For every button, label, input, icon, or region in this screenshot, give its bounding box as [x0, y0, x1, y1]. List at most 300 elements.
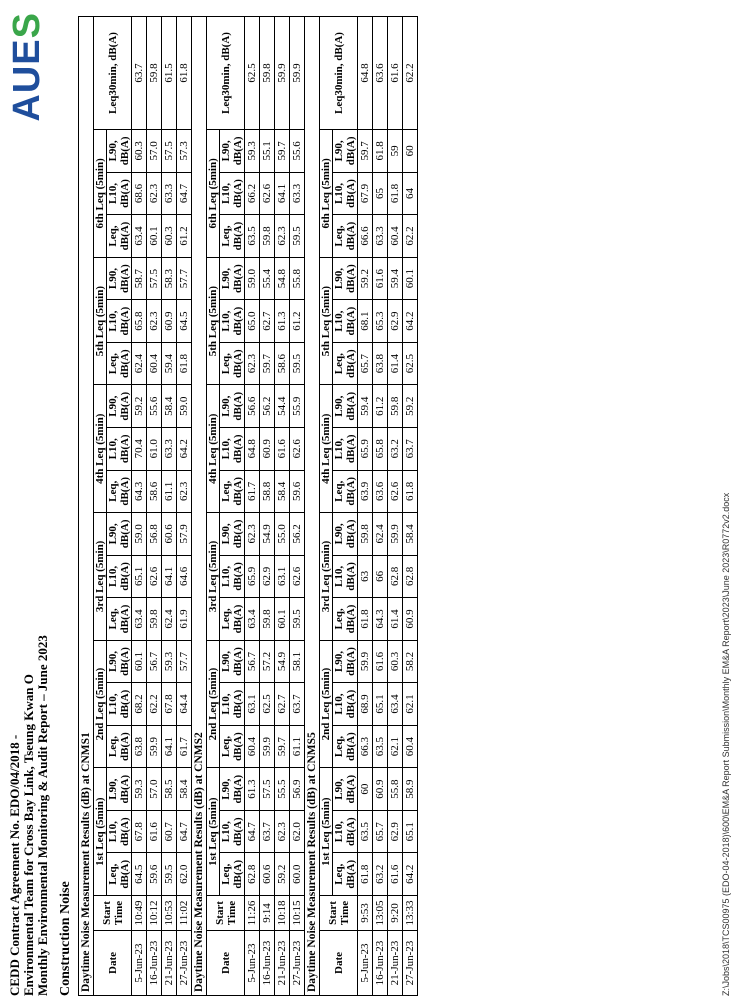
cell-date: 27-Jun-23: [177, 931, 192, 996]
column-subheader: [220, 810, 245, 853]
cell-value: 62.3: [147, 300, 162, 343]
cell-value: 57.2: [260, 640, 275, 683]
cell-date: 21-Jun-23: [162, 931, 177, 996]
cell-value: 56.6: [245, 385, 260, 428]
cell-value: 63.5: [373, 725, 388, 768]
cell-value: 61.0: [147, 427, 162, 470]
table-row: [358, 17, 373, 996]
column-subheader: [333, 683, 358, 726]
column-header-start-time: [320, 896, 358, 931]
cell-value: 62.2: [403, 17, 418, 130]
cell-value: 63.3: [373, 215, 388, 258]
column-header-leq5: 3rd Leq (5min): [320, 513, 333, 641]
cell-value: 64.8: [245, 427, 260, 470]
cell-start-time: 13:05: [373, 896, 388, 931]
cell-value: 64.2: [177, 427, 192, 470]
column-subheader: [220, 683, 245, 726]
subheader-unit: dB(A): [345, 179, 357, 208]
cell-value: 64.2: [403, 300, 418, 343]
cell-value: 61.2: [177, 215, 192, 258]
cell-value: 63.4: [132, 215, 147, 258]
cell-value: 61.8: [358, 853, 373, 896]
cell-value: 59.0: [245, 257, 260, 300]
cell-value: 61.3: [275, 300, 290, 343]
cell-date: 16-Jun-23: [373, 931, 388, 996]
cell-value: 61.6: [147, 810, 162, 853]
column-subheader: [107, 385, 132, 428]
column-subheader: [107, 257, 132, 300]
cell-value: 60.1: [147, 215, 162, 258]
cell-value: 65.1: [132, 555, 147, 598]
subheader-unit: dB(A): [345, 859, 357, 889]
aues-logo: AUES: [6, 12, 48, 122]
subheader-metric: L90,: [107, 268, 119, 290]
subheader-unit: dB(A): [232, 476, 244, 506]
column-subheader: [220, 427, 245, 470]
cell-value: 61.8: [358, 598, 373, 641]
cell-value: 63.4: [388, 683, 403, 726]
cell-start-time: 9:53: [358, 896, 373, 931]
subheader-metric: Leq,: [333, 608, 345, 630]
column-header-leq5: 3rd Leq (5min): [207, 513, 220, 641]
cell-value: 62.1: [388, 725, 403, 768]
time-label: Time: [112, 900, 125, 926]
subheader-unit: dB(A): [232, 732, 244, 761]
section-title: Construction Noise: [58, 881, 73, 996]
cell-value: 56.7: [147, 640, 162, 683]
cell-value: 65.9: [245, 555, 260, 598]
cell-value: 57.5: [162, 130, 177, 173]
column-subheader: [333, 300, 358, 343]
column-header-leq5: 5th Leq (5min): [320, 257, 333, 385]
document-header: [8, 635, 50, 996]
cell-value: 62.6: [290, 427, 305, 470]
column-header-leq5: 1st Leq (5min): [94, 768, 107, 896]
subheader-unit: dB(A): [232, 391, 244, 421]
subheader-metric: Leq,: [220, 353, 232, 375]
cell-value: 64.7: [177, 172, 192, 215]
column-subheader: [107, 853, 132, 896]
subheader-metric: L90,: [220, 140, 232, 162]
cell-value: 56.2: [260, 385, 275, 428]
subheader-unit: dB(A): [232, 817, 244, 847]
subheader-unit: dB(A): [345, 306, 357, 336]
subheader-unit: dB(A): [232, 434, 244, 464]
subheader-metric: L10,: [107, 565, 119, 587]
noise-tables: [78, 16, 418, 996]
column-header-leq5: 5th Leq (5min): [207, 257, 220, 385]
subheader-unit: dB(A): [345, 391, 357, 421]
cell-value: 60.4: [388, 215, 403, 258]
cell-value: 63.3: [162, 427, 177, 470]
subheader-metric: L10,: [220, 438, 232, 460]
cell-value: 57.7: [177, 640, 192, 683]
cell-start-time: 11:02: [177, 896, 192, 931]
header-line-2: Environmental Team for Cross Bay Link, Tseung Kwan O: [21, 674, 36, 996]
cell-value: 61.4: [388, 342, 403, 385]
cell-value: 62.1: [403, 683, 418, 726]
cell-value: 55.6: [290, 130, 305, 173]
table-caption: Daytime Noise Measurement Results (dB) at CNMS2: [192, 17, 207, 996]
column-subheader: [107, 470, 132, 513]
cell-value: 59.9: [290, 17, 305, 130]
subheader-unit: dB(A): [232, 306, 244, 336]
column-header-leq5: 1st Leq (5min): [320, 768, 333, 896]
cell-value: 62.2: [403, 215, 418, 258]
cell-start-time: 10:53: [162, 896, 177, 931]
cell-value: 59.5: [162, 853, 177, 896]
cell-value: 57.0: [147, 768, 162, 811]
table-row: [373, 17, 388, 996]
cell-value: 61.7: [177, 725, 192, 768]
subheader-unit: dB(A): [345, 774, 357, 804]
cell-value: 64.3: [132, 470, 147, 513]
cell-value: 64.1: [275, 172, 290, 215]
cell-value: 65.1: [373, 683, 388, 726]
table-row: [275, 17, 290, 996]
cell-value: 55.1: [260, 130, 275, 173]
subheader-metric: Leq,: [220, 736, 232, 758]
subheader-unit: dB(A): [232, 774, 244, 804]
column-subheader: [220, 555, 245, 598]
cell-value: 58.4: [162, 385, 177, 428]
cell-value: 60.3: [162, 215, 177, 258]
subheader-unit: dB(A): [119, 689, 131, 719]
cell-value: 60.9: [162, 300, 177, 343]
subheader-metric: Leq,: [333, 225, 345, 247]
cell-value: 62.3: [275, 810, 290, 853]
cell-value: 62.7: [275, 683, 290, 726]
table-row: [132, 17, 147, 996]
cell-start-time: 10:12: [147, 896, 162, 931]
cell-value: 60.4: [403, 725, 418, 768]
cell-value: 57.5: [260, 768, 275, 811]
cell-value: 65.0: [245, 300, 260, 343]
cell-value: 62.5: [260, 683, 275, 726]
time-label: Time: [338, 900, 351, 926]
cell-value: 62.4: [162, 598, 177, 641]
subheader-metric: L10,: [107, 438, 119, 460]
start-label: Start: [326, 901, 339, 925]
cell-value: 60: [358, 768, 373, 811]
cell-value: 62.5: [245, 17, 260, 130]
column-header-start-time: [94, 896, 132, 931]
cell-value: 57.5: [147, 257, 162, 300]
cell-value: 63.2: [388, 427, 403, 470]
subheader-unit: dB(A): [119, 859, 131, 889]
column-subheader: [333, 427, 358, 470]
column-subheader: [333, 725, 358, 768]
cell-value: 61.1: [290, 725, 305, 768]
cell-value: 63.6: [373, 17, 388, 130]
table-row: [245, 17, 260, 996]
column-header-date: Date: [207, 931, 245, 996]
subheader-metric: L90,: [220, 778, 232, 800]
column-subheader: [333, 470, 358, 513]
subheader-metric: L90,: [107, 140, 119, 162]
table-row: [162, 17, 177, 996]
cell-date: 27-Jun-23: [403, 931, 418, 996]
cell-value: 65.7: [373, 810, 388, 853]
column-subheader: [333, 555, 358, 598]
cell-value: 61.5: [162, 17, 177, 130]
subheader-metric: Leq,: [107, 736, 119, 758]
cell-value: 61.7: [245, 470, 260, 513]
cell-value: 60.4: [147, 342, 162, 385]
column-subheader: [107, 342, 132, 385]
subheader-unit: dB(A): [119, 306, 131, 336]
cell-value: 62.8: [403, 555, 418, 598]
cell-value: 61.6: [388, 17, 403, 130]
cell-value: 61.6: [275, 427, 290, 470]
subheader-metric: Leq,: [220, 480, 232, 502]
subheader-unit: dB(A): [119, 732, 131, 761]
cell-value: 61.2: [373, 385, 388, 428]
column-subheader: [220, 215, 245, 258]
column-subheader: [220, 300, 245, 343]
column-subheader: [220, 257, 245, 300]
column-header-leq5: 6th Leq (5min): [94, 130, 107, 258]
cell-value: 63.5: [245, 215, 260, 258]
cell-value: 65: [373, 172, 388, 215]
column-subheader: [220, 598, 245, 641]
cell-value: 59.7: [275, 130, 290, 173]
subheader-metric: Leq,: [107, 480, 119, 502]
cell-value: 58.1: [290, 640, 305, 683]
subheader-metric: L10,: [333, 565, 345, 587]
cell-value: 60.3: [132, 130, 147, 173]
cell-value: 60.9: [403, 598, 418, 641]
cell-value: 59.9: [260, 725, 275, 768]
cell-value: 68.6: [132, 172, 147, 215]
subheader-unit: dB(A): [232, 859, 244, 889]
cell-value: 63.4: [132, 598, 147, 641]
cell-value: 57.3: [177, 130, 192, 173]
cell-value: 61.6: [388, 853, 403, 896]
noise-results-table: [78, 16, 418, 996]
subheader-unit: dB(A): [232, 689, 244, 719]
cell-value: 58.6: [275, 342, 290, 385]
start-label: Start: [213, 901, 226, 925]
subheader-unit: dB(A): [232, 349, 244, 379]
column-header-date: Date: [320, 931, 358, 996]
cell-value: 62.4: [132, 342, 147, 385]
cell-value: 63.9: [358, 470, 373, 513]
subheader-metric: Leq,: [333, 863, 345, 885]
cell-value: 63.1: [275, 555, 290, 598]
cell-value: 66.2: [245, 172, 260, 215]
column-subheader: [107, 598, 132, 641]
cell-value: 62.4: [373, 513, 388, 556]
subheader-unit: dB(A): [345, 647, 357, 676]
cell-value: 61.9: [177, 598, 192, 641]
column-subheader: [333, 640, 358, 683]
cell-value: 59.2: [358, 257, 373, 300]
column-subheader: [333, 513, 358, 556]
subheader-unit: dB(A): [232, 604, 244, 634]
cell-date: 5-Jun-23: [358, 931, 373, 996]
cell-value: 62.3: [245, 342, 260, 385]
cell-value: 56.2: [290, 513, 305, 556]
subheader-metric: L10,: [220, 182, 232, 205]
cell-start-time: 10:49: [132, 896, 147, 931]
cell-date: 16-Jun-23: [147, 931, 162, 996]
cell-value: 59.3: [132, 768, 147, 811]
subheader-metric: L10,: [333, 438, 345, 460]
cell-value: 62.0: [290, 810, 305, 853]
cell-value: 55.6: [147, 385, 162, 428]
cell-value: 61.2: [290, 300, 305, 343]
column-subheader: [220, 385, 245, 428]
subheader-unit: dB(A): [232, 647, 244, 676]
column-subheader: [333, 342, 358, 385]
cell-value: 64: [403, 172, 418, 215]
cell-value: 59.4: [358, 385, 373, 428]
cell-value: 59.8: [388, 385, 403, 428]
column-header-leq5: 2nd Leq (5min): [94, 640, 107, 768]
column-header-leq5: 3rd Leq (5min): [94, 513, 107, 641]
subheader-metric: L90,: [333, 395, 345, 417]
cell-value: 65.8: [132, 300, 147, 343]
table-row: [388, 17, 403, 996]
cell-value: 59.4: [162, 342, 177, 385]
cell-value: 63.7: [132, 17, 147, 130]
column-subheader: [107, 683, 132, 726]
cell-value: 54.4: [275, 385, 290, 428]
cell-value: 60.0: [290, 853, 305, 896]
cell-value: 61.6: [373, 640, 388, 683]
cell-value: 63.8: [373, 342, 388, 385]
cell-value: 67.9: [358, 172, 373, 215]
cell-value: 59.5: [290, 342, 305, 385]
table-row: [177, 17, 192, 996]
cell-value: 60.6: [162, 513, 177, 556]
cell-value: 54.9: [275, 640, 290, 683]
table-row: [290, 17, 305, 996]
cell-value: 61.8: [388, 172, 403, 215]
cell-value: 59.6: [147, 853, 162, 896]
column-subheader: [220, 342, 245, 385]
subheader-unit: dB(A): [345, 689, 357, 719]
column-subheader: [220, 513, 245, 556]
subheader-metric: L90,: [220, 268, 232, 290]
cell-value: 58.9: [403, 768, 418, 811]
cell-value: 68.2: [132, 683, 147, 726]
cell-value: 61.3: [245, 768, 260, 811]
subheader-metric: L10,: [220, 565, 232, 587]
cell-value: 67.8: [162, 683, 177, 726]
subheader-unit: dB(A): [119, 179, 131, 208]
subheader-unit: dB(A): [345, 817, 357, 847]
cell-value: 62.3: [177, 470, 192, 513]
subheader-metric: L10,: [107, 693, 119, 715]
cell-value: 64.2: [403, 853, 418, 896]
column-header-leq30: Leq30min, dB(A): [320, 17, 358, 130]
column-header-leq5: 4th Leq (5min): [207, 385, 220, 513]
cell-value: 64.1: [162, 555, 177, 598]
cell-value: 63: [358, 555, 373, 598]
subheader-unit: dB(A): [119, 817, 131, 847]
subheader-metric: L90,: [220, 395, 232, 417]
cell-value: 58.7: [132, 257, 147, 300]
cell-value: 54.8: [275, 257, 290, 300]
subheader-metric: Leq,: [333, 736, 345, 758]
cell-value: 64.4: [177, 683, 192, 726]
column-header-leq5: 2nd Leq (5min): [207, 640, 220, 768]
column-subheader: [333, 768, 358, 811]
cell-value: 59.6: [290, 470, 305, 513]
subheader-unit: dB(A): [345, 434, 357, 464]
subheader-metric: L10,: [333, 310, 345, 332]
column-subheader: [333, 853, 358, 896]
cell-value: 55.8: [388, 768, 403, 811]
subheader-unit: dB(A): [119, 562, 131, 591]
column-subheader: [220, 640, 245, 683]
cell-value: 59.8: [260, 598, 275, 641]
subheader-unit: dB(A): [119, 349, 131, 379]
cell-value: 60.1: [403, 257, 418, 300]
cell-value: 67.8: [132, 810, 147, 853]
cell-value: 59.0: [177, 385, 192, 428]
cell-value: 62.9: [388, 810, 403, 853]
cell-value: 62.0: [177, 853, 192, 896]
cell-value: 56.7: [245, 640, 260, 683]
column-header-leq30: Leq30min, dB(A): [207, 17, 245, 130]
cell-value: 56.9: [290, 768, 305, 811]
file-path-footer: Z:\Jobs\2018\TCS00975 (EDO-04-2018)\600\EM&A Report Submission\Monthly EM&A Report\2023\June 2023\R0772v2.docx: [721, 492, 731, 996]
column-subheader: [107, 768, 132, 811]
cell-start-time: 9:20: [388, 896, 403, 931]
column-subheader: [107, 513, 132, 556]
column-subheader: [107, 427, 132, 470]
column-header-date: Date: [94, 931, 132, 996]
cell-value: 62.8: [245, 853, 260, 896]
cell-value: 59.9: [275, 17, 290, 130]
cell-date: 5-Jun-23: [132, 931, 147, 996]
subheader-unit: dB(A): [119, 519, 131, 549]
cell-date: 21-Jun-23: [275, 931, 290, 996]
column-header-leq5: 6th Leq (5min): [320, 130, 333, 258]
cell-value: 59.5: [290, 215, 305, 258]
header-line-1: CEDD Contract Agreement No. EDO/04/2018 -: [7, 734, 22, 996]
cell-value: 63.4: [245, 598, 260, 641]
table-row: [147, 17, 162, 996]
cell-value: 60.1: [132, 640, 147, 683]
column-header-leq5: 2nd Leq (5min): [320, 640, 333, 768]
cell-value: 59.0: [132, 513, 147, 556]
cell-value: 59.8: [260, 215, 275, 258]
cell-value: 62.6: [260, 172, 275, 215]
subheader-unit: dB(A): [345, 732, 357, 761]
subheader-metric: L90,: [333, 268, 345, 290]
column-subheader: [220, 725, 245, 768]
cell-value: 59.8: [147, 17, 162, 130]
cell-value: 64.7: [245, 810, 260, 853]
subheader-unit: dB(A): [119, 604, 131, 634]
subheader-unit: dB(A): [119, 264, 131, 293]
subheader-metric: L90,: [107, 650, 119, 673]
cell-value: 62.3: [275, 215, 290, 258]
subheader-unit: dB(A): [345, 476, 357, 506]
cell-value: 62.9: [260, 555, 275, 598]
subheader-metric: Leq,: [107, 863, 119, 885]
cell-value: 61.1: [162, 470, 177, 513]
subheader-metric: L90,: [107, 778, 119, 800]
column-subheader: [333, 385, 358, 428]
cell-value: 64.5: [132, 853, 147, 896]
column-header-leq5: 5th Leq (5min): [94, 257, 107, 385]
cell-value: 60: [403, 130, 418, 173]
